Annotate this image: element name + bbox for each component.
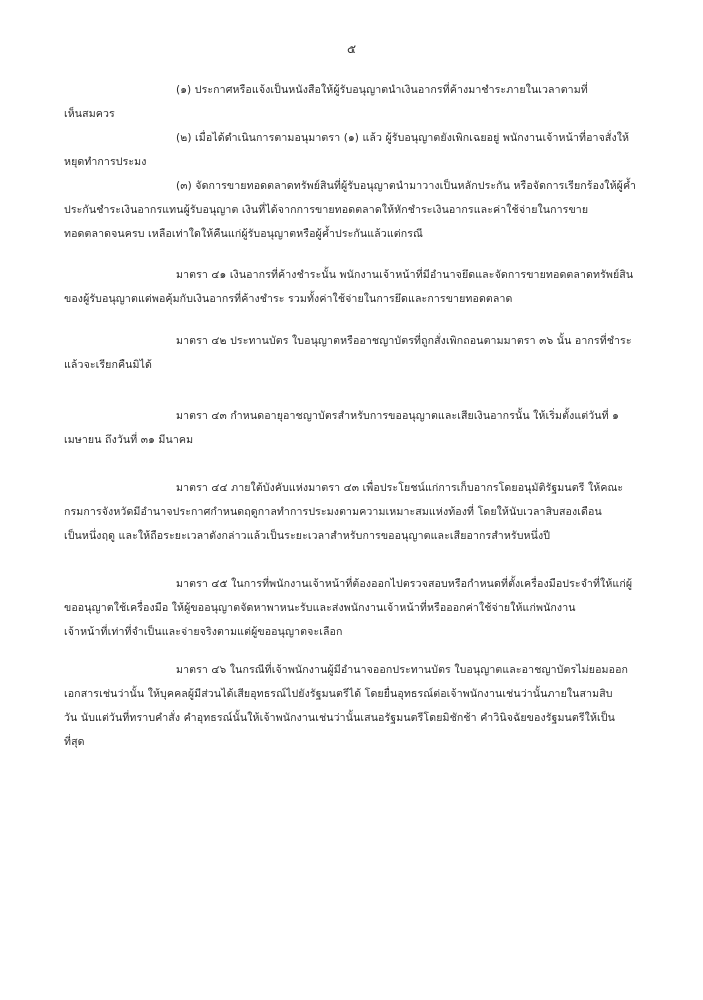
section-43-line: มาตรา ๔๓ กำหนดอายุอาชญาบัตรสำหรับการขออนุญาตและเสียเงินอากรนั้น ให้เริ่มตั้งแต่วันที่ ๑ [176, 410, 620, 422]
section-44-line: เป็นหนึ่งฤดู และให้ถือระยะเวลาดังกล่าวแล้วเป็นระยะเวลาสำหรับการขออนุญาตและเสียอากรสำหรับหนึ่งปี [64, 530, 551, 542]
section-46-line: ที่สุด [64, 736, 85, 748]
section-44-line: มาตรา ๔๔ ภายใต้บังคับแห่งมาตรา ๔๓ เพื่อประโยชน์แก่การเก็บอากรโดยอนุมัติรัฐมนตรี ให้คณะ [176, 482, 624, 494]
paragraph-line: (๒) เมื่อได้ดำเนินการตามอนุมาตรา (๑) แล้ว ผู้รับอนุญาตยังเพิกเฉยอยู่ พนักงานเจ้าหน้าที่อาจสั่งให้ [176, 132, 630, 144]
section-46-line: เอกสารเช่นว่านั้น ให้บุคคลผู้มีส่วนได้เสียอุทธรณ์ไปยังรัฐมนตรีได้ โดยยื่นอุทธรณ์ต่อเจ้าพนักงานเช่นว่านั้นภายในสามสิบ [64, 688, 613, 700]
section-42-line: แล้วจะเรียกคืนมิได้ [64, 359, 153, 371]
section-46-line: มาตรา ๔๖ ในกรณีที่เจ้าพนักงานผู้มีอำนาจออกประทานบัตร ใบอนุญาตและอาชญาบัตรไม่ยอมออก [176, 664, 629, 676]
paragraph-line: เห็นสมควร [64, 108, 115, 120]
section-41-line: ของผู้รับอนุญาตแต่พอคุ้มกับเงินอากรที่ค้างชำระ รวมทั้งค่าใช้จ่ายในการยึดและการขายทอดตลาด [64, 293, 513, 305]
paragraph-line: ทอดตลาดจนครบ เหลือเท่าใดให้คืนแก่ผู้รับอนุญาตหรือผู้ค้ำประกันแล้วแต่กรณี [64, 228, 423, 240]
section-41-line: มาตรา ๔๑ เงินอากรที่ค้างชำระนั้น พนักงานเจ้าหน้าที่มีอำนาจยึดและจัดการขายทอดตลาดทรัพย์สิน [176, 269, 634, 281]
section-46-line: วัน นับแต่วันที่ทราบคำสั่ง คำอุทธรณ์นั้นให้เจ้าพนักงานเช่นว่านั้นเสนอรัฐมนตรีโดยมิชักช้า คำวินิจฉัยของรัฐมนตรีให้เป็น [64, 712, 615, 724]
page-number: ๕ [346, 42, 357, 56]
section-45-line: มาตรา ๔๕ ในการที่พนักงานเจ้าหน้าที่ต้องออกไปตรวจสอบหรือกำหนดที่ตั้งเครื่องมือประจำที่ให้แก่ผู้ [176, 578, 633, 590]
paragraph-line: (๓) จัดการขายทอดตลาดทรัพย์สินที่ผู้รับอนุญาตนำมาวางเป็นหลักประกัน หรือจัดการเรียกร้องให้ผู้ค้ำ [176, 180, 637, 192]
paragraph-line: (๑) ประกาศหรือแจ้งเป็นหนังสือให้ผู้รับอนุญาตนำเงินอากรที่ค้างมาชำระภายในเวลาตามที่ [176, 84, 588, 96]
section-44-line: กรมการจังหวัดมีอำนาจประกาศกำหนดฤดูกาลทำการประมงตามความเหมาะสมแห่งท้องที่ โดยให้นับเวลาสิบสองเดือน [64, 506, 602, 518]
paragraph-line: หยุดทำการประมง [64, 156, 147, 168]
paragraph-line: ประกันชำระเงินอากรแทนผู้รับอนุญาต เงินที่ได้จากการขายทอดตลาดให้หักชำระเงินอากรและค่าใช้จ่ายในการขาย [64, 204, 589, 216]
section-45-line: ขออนุญาตใช้เครื่องมือ ให้ผู้ขออนุญาตจัดหาพาหนะรับและส่งพนักงานเจ้าหน้าที่หรือออกค่าใช้จ่ายให้แก่พนักงาน [64, 602, 576, 614]
section-42-line: มาตรา ๔๒ ประทานบัตร ใบอนุญาตหรืออาชญาบัตรที่ถูกสั่งเพิกถอนตามมาตรา ๓๖ นั้น อากรที่ชำระ [176, 335, 632, 347]
section-45-line: เจ้าหน้าที่เท่าที่จำเป็นและจ่ายจริงตามแต่ผู้ขออนุญาตจะเลือก [64, 626, 343, 638]
section-43-line: เมษายน ถึงวันที่ ๓๑ มีนาคม [64, 434, 194, 446]
